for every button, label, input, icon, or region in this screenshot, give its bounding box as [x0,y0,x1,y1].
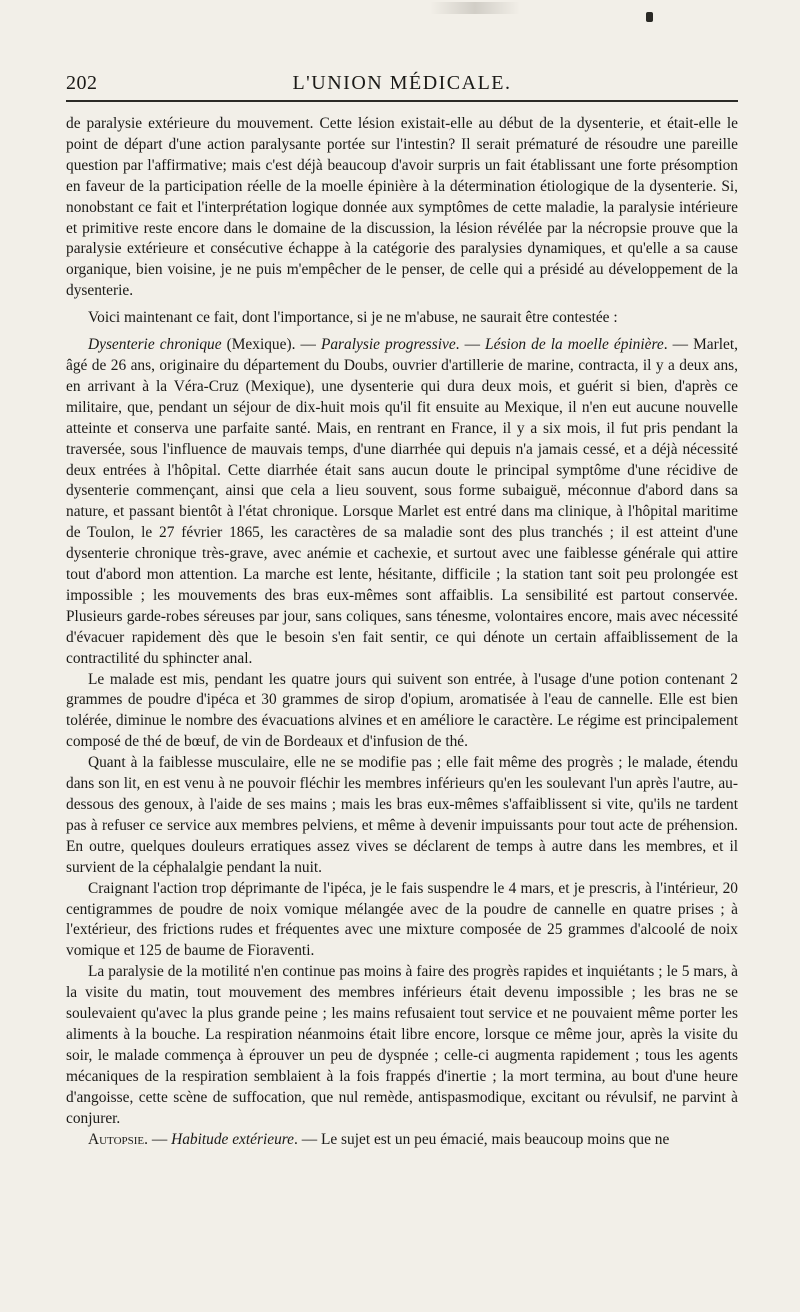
autopsy-sep: . — [294,1130,321,1148]
case-heading-lesion: Lésion de la moelle épinière [485,336,664,354]
article-body [66,114,738,1150]
autopsy-subheading: Habitude extérieure [171,1130,295,1148]
case-history-text: — Marlet, âgé de 26 ans, originaire du département du Doubs, ouvrier d'artillerie de marine, contracta, il y a deux ans, en arrivant à la Véra-Cruz (Mexique), une dysenterie qui dura deux mois, et guérit si bien, d'après ce militaire, que, pendant un séjour de dix-huit mois qu'il fit ensuite au Mexique, il n'en eut aucune nouvelle atteinte et conserva une parfaite santé. Mais, en rentrant en France, il y a six mois, il fut pris pendant la traversée, sous l'influence de mauvais temps, d'une diarrhée qui depuis n'a jamais cessé, et a déjà nécessité deux entrées à l'hôpital. Cette diarrhée était sans aucun doute le principal symptôme d'une récidive de dysenterie commençant, ainsi que cela a lieu souvent, sous forme subaiguë, méconnue d'abord dans sa nature, et passant bientôt à l'état chronique. Lorsque Marlet est entré dans ma clinique, à l'hôpital maritime de Toulon, le 27 février 1865, les caractères de sa maladie sont des plus tranchés ; il est atteint d'une dysenterie chronique très-grave, avec anémie et cachexie, et surtout avec une faiblesse générale qui attire tout d'abord mon attention. La marche est lente, hésitante, difficile ; la station tant soit peu prolongée est impossible ; les mouvements des bras eux-mêmes sont affaiblis. La sensibilité est partout conservée. Plusieurs garde-robes séreuses par jour, sans coliques, sans ténesme, volontaires encore, mais avec nécessité d'évacuer rapidement dès que le besoin s'en fait sentir, ce qui dénote un certain affaiblissement de la contractilité du sphincter anal. [66,336,738,667]
autopsy-heading: Autopsie. — [88,1130,172,1148]
header-rule [66,100,738,102]
paragraph-case-history [66,335,738,670]
case-heading-sep-1: (Mexique). — [221,336,321,354]
autopsy-text: Le sujet est un peu émacié, mais beaucoup moins que ne [320,1130,670,1148]
paragraph-treatment: Le malade est mis, pendant les quatre jours qui suivent son entrée, à l'usage d'une potion contenant 2 grammes de poudre d'ipéca et 30 grammes de sirop d'opium, aromatisée à l'eau de cannelle. Elle est bien tolérée, diminue le nombre des évacuations alvines et en améliore le caractère. Le régime est principalement composé de thé de bœuf, de vin de Bordeaux et d'infusion de thé. [66,670,738,751]
paragraph-prescription: Craignant l'action trop déprimante de l'ipéca, je le fais suspendre le 4 mars, et je prescris, à l'intérieur, 20 centigrammes de poudre de noix vomique mélangée avec de la poudre de cannelle en quatre prises ; à l'extérieur, des frictions rudes et fréquentes avec une mixture composée de 25 grammes d'alcoolé de noix vomique et 125 de baume de Fioraventi. [66,879,738,960]
page-header [66,66,738,96]
case-heading-disease: Dysenterie chronique [88,336,222,354]
paragraph-autopsy [66,1130,738,1151]
ink-mark [646,12,653,22]
paragraph-intro: Voici maintenant ce fait, dont l'importance, si je ne m'abuse, ne saurait être contestée : [88,309,618,327]
paragraph-muscular-weakness: Quant à la faiblesse musculaire, elle ne se modifie pas ; elle fait même des progrès ; le malade, étendu dans son lit, en est venu à ne pouvoir fléchir les membres inférieurs qu'en les soulevant l'un après l'autre, au-dessous des genoux, à l'aide de ses mains ; mais les bras eux-mêmes s'affaiblissent si vite, qu'ils ne tardent pas à refuser ce service aux membres pelviens, et même à devenir impuissants pour tout acte de préhension. En outre, quelques douleurs erratiques assez vives se déclarent de temps à autre dans les membres, et il survient de la céphalalgie pendant la nuit. [66,754,738,876]
paragraph-continuation: de paralysie extérieure du mouvement. Cette lésion existait-elle au début de la dysenterie, et était-elle le point de départ d'une action paralysante portée sur l'intestin? Il serait prématuré de résoudre une pareille question par l'affirmative; mais c'est déjà beaucoup d'avoir surpris un fait établissant une forte présomption en faveur de la participation réelle de la moelle épinière à la détermination étiologique de la dysenterie. Si, nonobstant ce fait et l'interprétation logique donnée aux symptômes de cette maladie, la paralysie intérieure et primitive reste encore dans le domaine de la discussion, la lésion révélée par la nécropsie prouve que la paralysie extérieure et consécutive échappe à la catégorie des paralysies dynamiques, et qu'elle a sa cause organique, bien voisine, je ne puis m'empêcher de le penser, de celle qui a présidé au développement de la dysenterie. [66,115,738,300]
case-heading-sep-3: . [663,336,668,354]
case-heading-sep-2: . — [455,336,486,354]
paragraph-progression: La paralysie de la motilité n'en continue pas moins à faire des progrès rapides et inquiétants ; le 5 mars, à la visite du matin, tout mouvement des membres inférieurs était devenu impossible ; les bras ne se soulevaient qu'avec la plus grande peine ; les mains refusaient tout service et ne pouvaient même porter les aliments à la bouche. La respiration néanmoins était libre encore, lorsque ce même jour, après la visite du soir, le malade commença à éprouver un peu de dyspnée ; celle-ci augmenta rapidement ; tous les agents mécaniques de la respiration semblaient à la fois frappés d'inertie ; la mort termina, au bout d'une heure d'angoisse, cette scène de suffocation, que nul remède, antispasmodique, excitant ou révulsif, ne parvint à conjurer. [66,963,738,1127]
page-number: 202 [66,72,98,94]
ink-smudge [430,2,520,14]
case-heading-paralysis: Paralysie progressive [320,336,456,354]
running-title: L'UNION MÉDICALE. [292,72,512,94]
